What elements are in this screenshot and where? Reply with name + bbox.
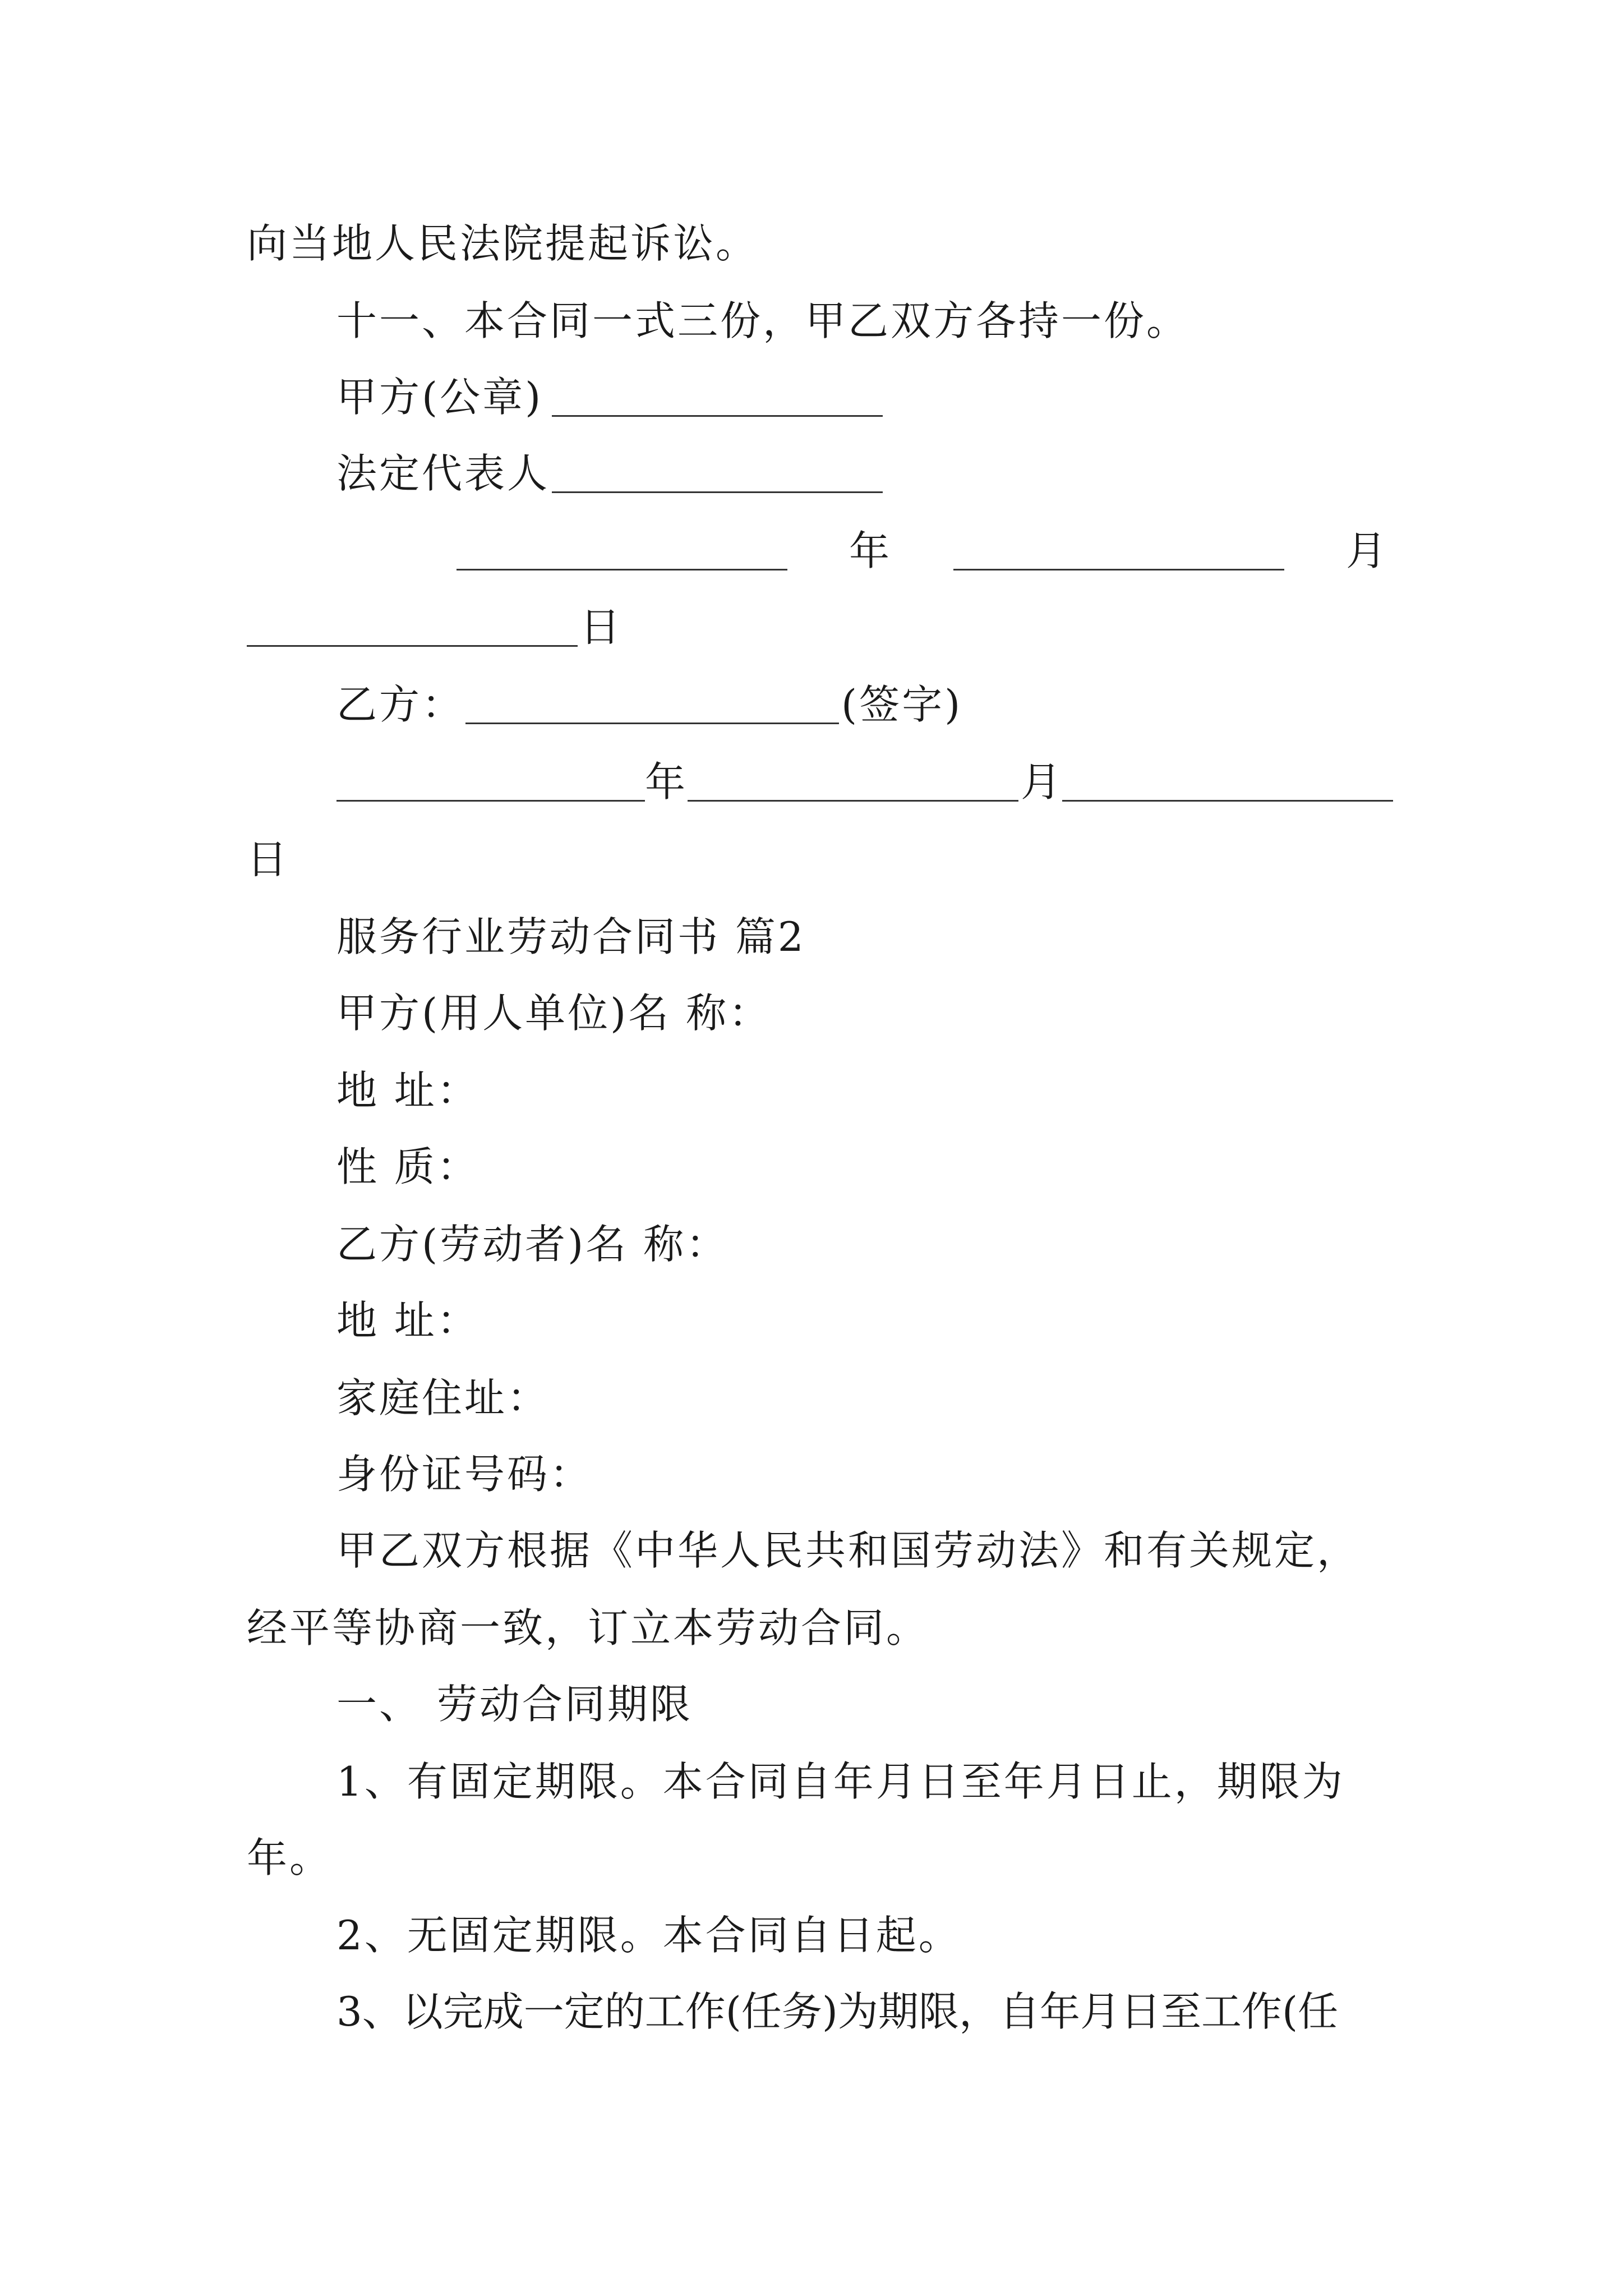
date-label: 年	[849, 527, 892, 574]
paragraph-line: 2、无固定期限。本合同自日起。	[336, 1912, 961, 1959]
date-label: 日	[247, 836, 290, 883]
paragraph-line: 向当地人民法院提起诉讼。	[247, 220, 759, 267]
paragraph-line: 3、以完成一定的工作(任务)为期限，自年月日至工作(任	[336, 1988, 1339, 2035]
signature-label: 甲方(公章)	[336, 374, 543, 421]
date-label: 月	[1346, 527, 1389, 574]
form-field-label: 地 址：	[336, 1297, 479, 1344]
date-blank	[336, 800, 645, 802]
date-label: 日	[580, 604, 623, 651]
signature-blank	[465, 723, 839, 724]
form-field-label: 乙方(劳动者)名 称：	[336, 1221, 729, 1268]
paragraph-line: 甲乙双方根据《中华人民共和国劳动法》和有关规定，	[336, 1527, 1360, 1574]
date-blank	[457, 569, 787, 570]
date-blank	[1062, 800, 1393, 802]
date-blank	[688, 800, 1018, 802]
signature-label: 乙方：	[336, 681, 465, 728]
form-field-label: 身份证号码：	[336, 1451, 593, 1498]
paragraph-line: 经平等协商一致，订立本劳动合同。	[247, 1604, 929, 1651]
signature-note: (签字)	[841, 681, 963, 728]
signature-blank	[552, 415, 883, 417]
signature-label: 法定代表人	[336, 450, 550, 497]
form-field-label: 性 质：	[336, 1143, 479, 1190]
date-blank	[953, 569, 1284, 570]
paragraph-line: 年。	[247, 1834, 333, 1881]
date-label: 年	[645, 758, 688, 806]
paragraph-line: 1、有固定期限。本合同自年月日至年月日止，期限为	[336, 1758, 1345, 1805]
paragraph-line: 十一、本合同一式三份，甲乙双方各持一份。	[336, 297, 1189, 344]
section-heading: 服务行业劳动合同书 篇2	[336, 913, 806, 960]
date-blank	[247, 645, 578, 647]
form-field-label: 地 址：	[336, 1067, 479, 1114]
form-field-label: 家庭住址：	[336, 1374, 550, 1421]
section-heading: 一、 劳动合同期限	[336, 1681, 693, 1728]
form-field-label: 甲方(用人单位)名 称：	[336, 990, 772, 1037]
signature-blank	[552, 491, 883, 493]
date-label: 月	[1021, 758, 1064, 806]
